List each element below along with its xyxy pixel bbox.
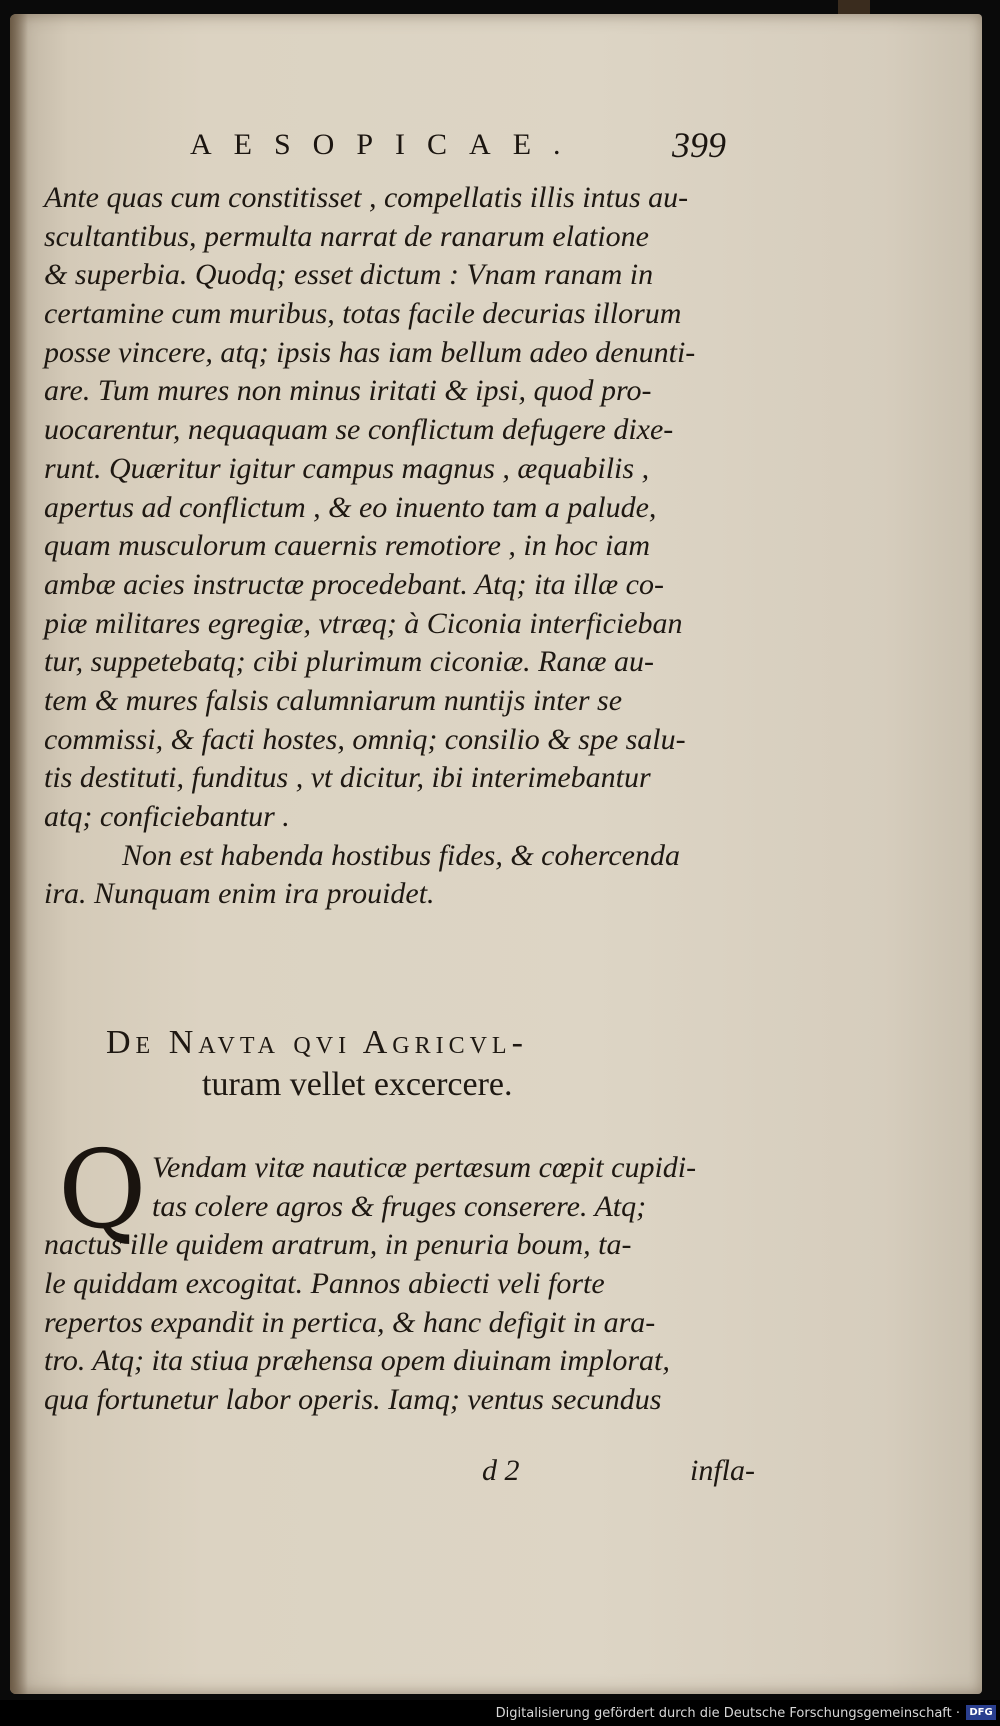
text-line: nactus ille quidem aratrum, in penuria boum, ta-	[44, 1228, 632, 1262]
text-line: runt. Quæritur igitur campus magnus , æquabilis ,	[44, 451, 650, 485]
text-line: atq; conficiebantur .	[44, 800, 290, 833]
moral-line: ira. Nunquam enim ira prouidet.	[44, 877, 435, 911]
section-title-line2: turam vellet excercere.	[202, 1066, 513, 1103]
text-line: posse vincere, atq; ipsis has iam bellum adeo denunti-	[44, 335, 696, 369]
drop-cap-initial: Q	[58, 1128, 147, 1253]
text-line: Vendam vitæ nauticæ pertæsum cœpit cupidi-	[152, 1151, 697, 1184]
book-page	[10, 14, 982, 1694]
text-line: tem & mures falsis calumniarum nuntijs inter se	[44, 683, 623, 717]
text-line: Ante quas cum constitisset , compellatis illis intus au-	[44, 181, 689, 214]
text-line: le quiddam excogitat. Pannos abiecti veli forte	[44, 1267, 605, 1301]
text-line: tur, suppetebatq; cibi plurimum ciconiæ. Ranæ au-	[44, 645, 654, 679]
text-line: scultantibus, permulta narrat de ranarum elatione	[44, 219, 649, 253]
fable-body	[44, 179, 774, 914]
text-line: are. Tum mures non minus iritati & ipsi, quod pro-	[44, 374, 652, 408]
credit-text: Digitalisierung gefördert durch die Deutsche Forschungsgemeinschaft ·	[495, 1706, 960, 1721]
page-number: 399	[672, 125, 726, 165]
text-line: uocarentur, nequaquam se conflictum defugere dixe-	[44, 413, 674, 447]
catchword: infla-	[690, 1454, 755, 1487]
text-line: apertus ad conflictum , & eo inuento tam a palude,	[44, 490, 657, 524]
text-line: tas colere agros & fruges conserere. Atq;	[152, 1189, 647, 1223]
text-line: ambæ acies instructæ procedebant. Atq; ita illæ co-	[44, 567, 664, 601]
page-header	[10, 124, 982, 174]
text-line: commissi, & facti hostes, omniq; consilio & spe salu-	[44, 722, 686, 756]
section-title-line1: De Navta qvi Agricvl-	[106, 1024, 528, 1061]
section-title	[106, 1024, 746, 1104]
text-line: piæ militares egregiæ, vtræq; à Ciconia interficieban	[44, 606, 683, 640]
running-head: AESOPICAE.	[190, 128, 583, 161]
text-line: certamine cum muribus, totas facile decurias illorum	[44, 297, 682, 331]
text-line: quam musculorum cauernis remotiore , in hoc iam	[44, 529, 651, 563]
page-footer	[10, 1454, 982, 1494]
credit-bar	[0, 1700, 1000, 1726]
text-line: & superbia. Quodq; esset dictum : Vnam ranam in	[44, 258, 654, 292]
signature-mark: d 2	[482, 1454, 520, 1487]
fable-body-second	[44, 1128, 774, 1420]
text-line: tis destituti, funditus , vt dicitur, ibi interimebantur	[44, 761, 651, 795]
text-line: qua fortunetur labor operis. Iamq; ventus secundus	[44, 1383, 662, 1417]
moral-line: Non est habenda hostibus fides, & cohercenda	[122, 838, 680, 872]
text-line: repertos expandit in pertica, & hanc defigit in ara-	[44, 1305, 656, 1339]
dfg-logo: DFG	[966, 1705, 996, 1720]
text-line: tro. Atq; ita stiua præhensa opem diuinam implorat,	[44, 1344, 670, 1378]
